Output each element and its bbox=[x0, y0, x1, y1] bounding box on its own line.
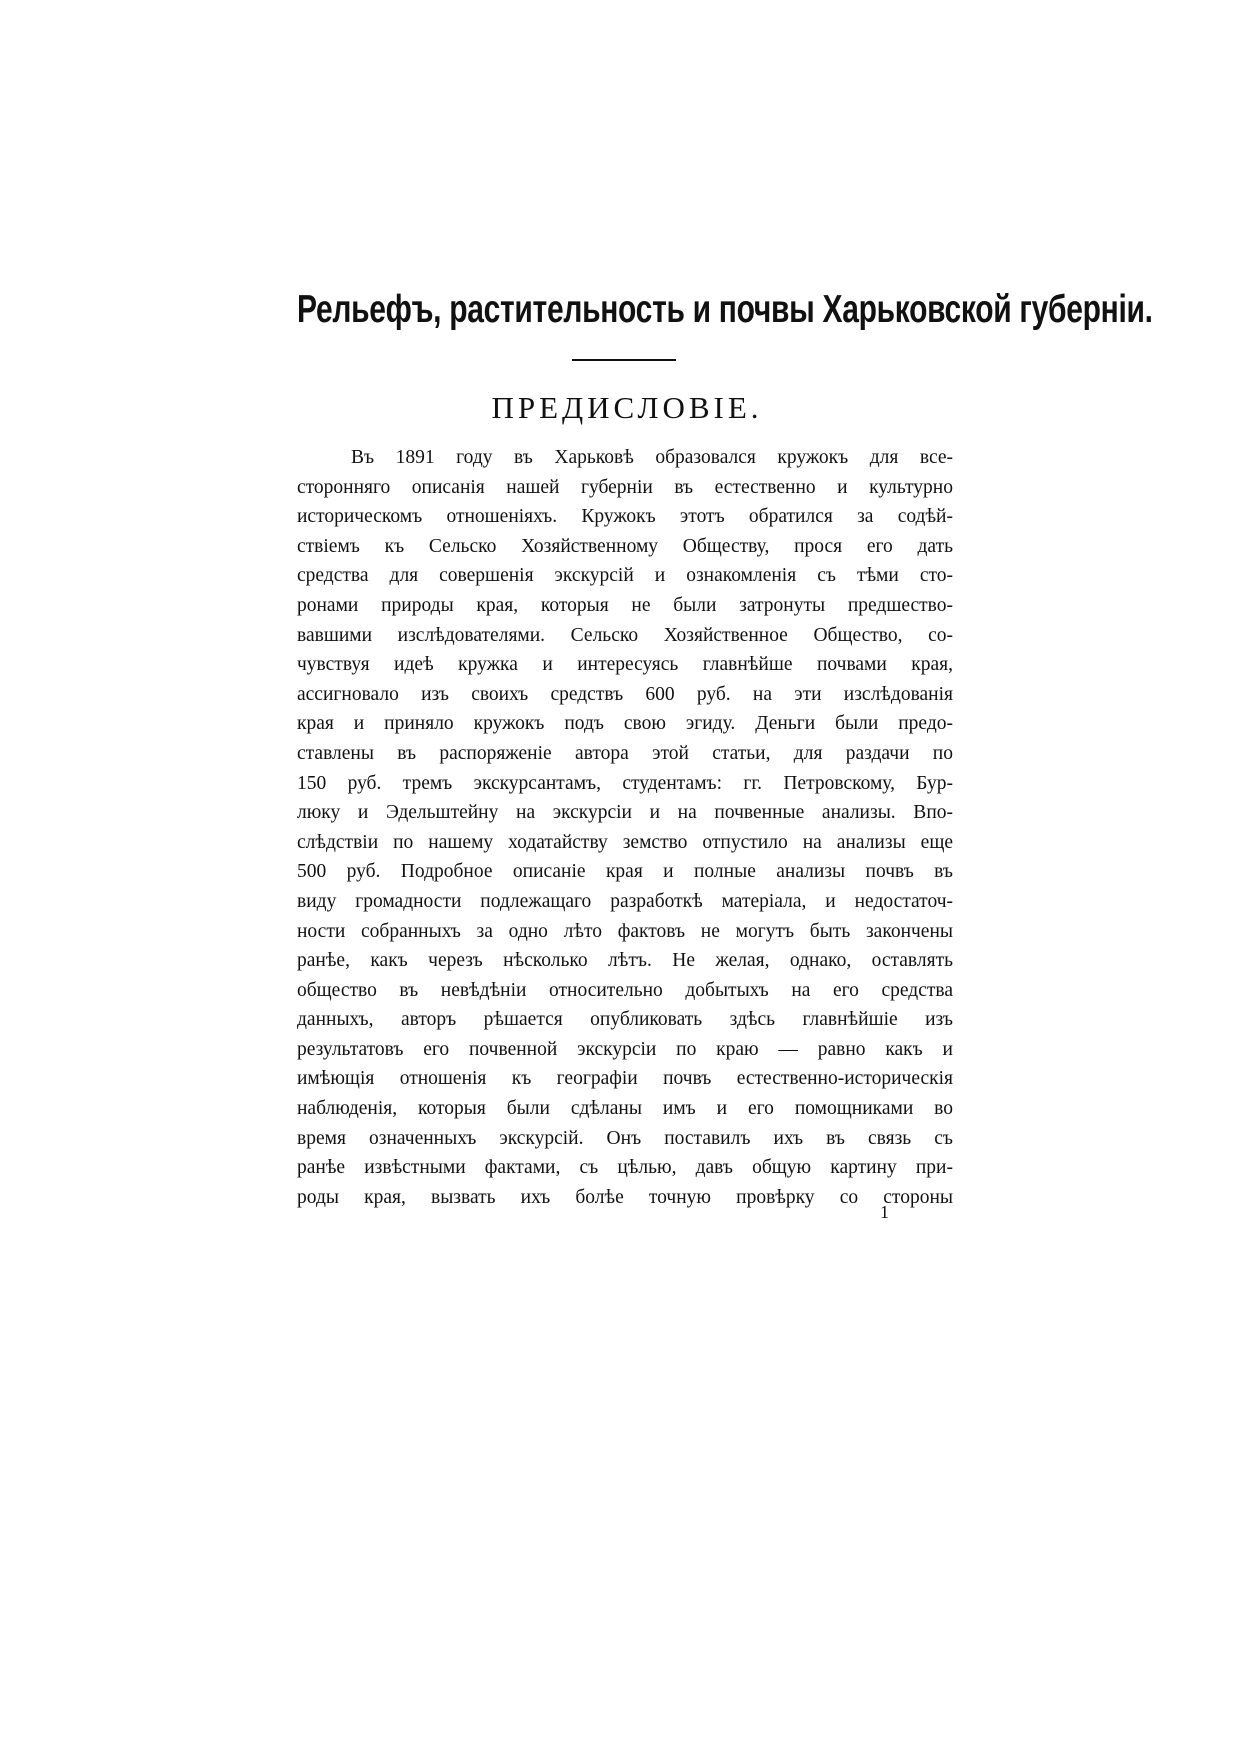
text-line: ставлены въ распоряженіе автора этой статьи, для раздачи по bbox=[297, 742, 953, 764]
text-line: наблюденія, которыя были сдѣланы имъ и его помощниками во bbox=[297, 1098, 953, 1120]
text-line: ности собранныхъ за одно лѣто фактовъ не могутъ быть закончены bbox=[297, 920, 953, 942]
page-number: 1 bbox=[880, 1202, 889, 1222]
body-text bbox=[297, 443, 953, 1212]
text-line: время означенныхъ экскурсій. Онъ поставилъ ихъ въ связь съ bbox=[297, 1127, 953, 1149]
text-line: ствіемъ къ Сельско Хозяйственному Обществу, прося его дать bbox=[297, 535, 953, 557]
title-divider bbox=[572, 359, 676, 361]
text-line: 150 руб. тремъ экскурсантамъ, студентамъ: гг. Петровскому, Бур- bbox=[297, 772, 953, 794]
text-line: края и приняло кружокъ подъ свою эгиду. Деньги были предо- bbox=[297, 713, 953, 735]
text-line: ранѣе, какъ черезъ нѣсколько лѣтъ. Не желая, однако, оставлять bbox=[297, 950, 953, 972]
section-heading: ПРЕДИСЛОВІЕ. bbox=[491, 390, 763, 425]
text-line: историческомъ отношеніяхъ. Кружокъ этотъ обратился за содѣй- bbox=[297, 506, 953, 528]
text-line: Въ 1891 году въ Харьковѣ образовался кружокъ для все- bbox=[351, 447, 953, 468]
text-line: слѣдствіи по нашему ходатайству земство отпустило на анализы еще bbox=[297, 831, 953, 853]
text-line: ранѣе извѣстными фактами, съ цѣлью, давъ общую картину при- bbox=[297, 1157, 953, 1179]
text-line: средства для совершенія экскурсій и ознакомленія съ тѣми сто- bbox=[297, 565, 953, 587]
text-line: 500 руб. Подробное описаніе края и полные анализы почвъ въ bbox=[297, 861, 953, 883]
text-line: результатовъ его почвенной экскурсіи по краю — равно какъ и bbox=[297, 1038, 953, 1060]
text-line: ассигновало изъ своихъ средствъ 600 руб. на эти изслѣдованія bbox=[297, 683, 953, 705]
text-line: общество въ невѣдѣніи относительно добытыхъ на его средства bbox=[297, 979, 953, 1001]
text-line: чувствуя идеѣ кружка и интересуясь главнѣйше почвами края, bbox=[297, 654, 953, 676]
text-line: вавшими изслѣдователями. Сельско Хозяйственное Общество, со- bbox=[297, 624, 953, 646]
text-line: данныхъ, авторъ рѣшается опубликовать здѣсь главнѣйшіе изъ bbox=[297, 1009, 953, 1031]
document-title: Рельефъ, растительность и почвы Харьковской губерніи. bbox=[297, 288, 1153, 331]
text-line: имѣющія отношенія къ географіи почвъ естественно-историческія bbox=[297, 1068, 953, 1090]
text-line: роды края, вызвать ихъ болѣе точную провѣрку со стороны bbox=[297, 1186, 953, 1208]
text-line: сторонняго описанія нашей губерніи въ естественно и культурно bbox=[297, 476, 953, 498]
text-line: люку и Эдельштейну на экскурсіи и на почвенные анализы. Впо- bbox=[297, 802, 953, 824]
text-line: виду громадности подлежащаго разработкѣ матеріала, и недостаточ- bbox=[297, 890, 953, 912]
text-line: ронами природы края, которыя не были затронуты предшество- bbox=[297, 594, 953, 616]
